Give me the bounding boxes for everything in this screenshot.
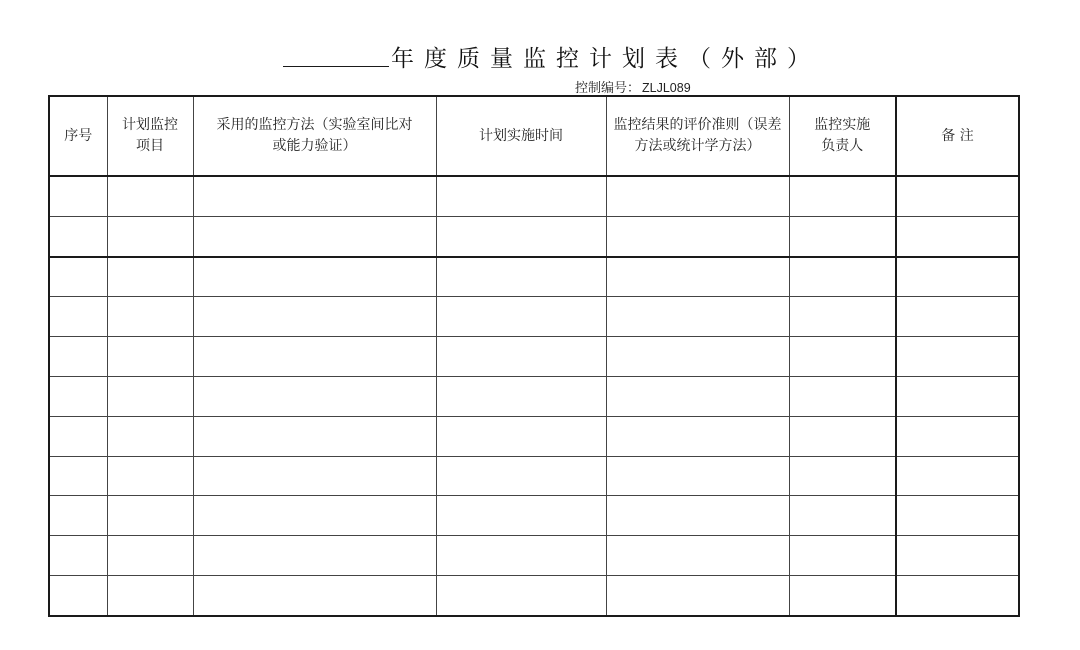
cell-responsible-person[interactable] xyxy=(789,536,896,576)
cell-monitoring-method[interactable] xyxy=(193,496,436,536)
cell-serial-number[interactable] xyxy=(49,456,107,496)
cell-monitoring-method[interactable] xyxy=(193,297,436,337)
cell-serial-number[interactable] xyxy=(49,216,107,256)
cell-evaluation-criteria[interactable] xyxy=(606,216,789,256)
header-serial-number: 序号 xyxy=(49,96,107,176)
cell-monitoring-item[interactable] xyxy=(107,216,193,256)
cell-implementation-time[interactable] xyxy=(436,216,606,256)
cell-remarks[interactable] xyxy=(896,456,1019,496)
cell-remarks[interactable] xyxy=(896,337,1019,377)
cell-remarks[interactable] xyxy=(896,536,1019,576)
header-monitoring-item: 计划监控项目 xyxy=(107,96,193,176)
cell-responsible-person[interactable] xyxy=(789,337,896,377)
cell-serial-number[interactable] xyxy=(49,376,107,416)
cell-monitoring-method[interactable] xyxy=(193,456,436,496)
cell-remarks[interactable] xyxy=(896,376,1019,416)
cell-remarks[interactable] xyxy=(896,575,1019,615)
cell-responsible-person[interactable] xyxy=(789,257,896,297)
cell-evaluation-criteria[interactable] xyxy=(606,337,789,377)
cell-remarks[interactable] xyxy=(896,416,1019,456)
cell-evaluation-criteria[interactable] xyxy=(606,297,789,337)
cell-monitoring-item[interactable] xyxy=(107,575,193,615)
table-row xyxy=(49,496,1019,536)
header-responsible-person: 监控实施负责人 xyxy=(789,96,896,176)
cell-responsible-person[interactable] xyxy=(789,416,896,456)
cell-evaluation-criteria[interactable] xyxy=(606,456,789,496)
cell-responsible-person[interactable] xyxy=(789,575,896,615)
cell-remarks[interactable] xyxy=(896,496,1019,536)
cell-monitoring-item[interactable] xyxy=(107,257,193,297)
cell-serial-number[interactable] xyxy=(49,297,107,337)
cell-implementation-time[interactable] xyxy=(436,176,606,216)
cell-monitoring-item[interactable] xyxy=(107,496,193,536)
cell-implementation-time[interactable] xyxy=(436,575,606,615)
cell-monitoring-method[interactable] xyxy=(193,575,436,615)
cell-serial-number[interactable] xyxy=(49,416,107,456)
cell-monitoring-method[interactable] xyxy=(193,176,436,216)
cell-monitoring-item[interactable] xyxy=(107,456,193,496)
header-evaluation-criteria: 监控结果的评价准则（误差方法或统计学方法） xyxy=(606,96,789,176)
cell-evaluation-criteria[interactable] xyxy=(606,376,789,416)
cell-monitoring-method[interactable] xyxy=(193,416,436,456)
table-row xyxy=(49,297,1019,337)
cell-implementation-time[interactable] xyxy=(436,536,606,576)
cell-responsible-person[interactable] xyxy=(789,496,896,536)
cell-implementation-time[interactable] xyxy=(436,337,606,377)
cell-monitoring-item[interactable] xyxy=(107,536,193,576)
cell-responsible-person[interactable] xyxy=(789,176,896,216)
cell-implementation-time[interactable] xyxy=(436,257,606,297)
monitoring-plan-table xyxy=(48,95,1020,617)
table-header-row xyxy=(49,96,1019,176)
cell-evaluation-criteria[interactable] xyxy=(606,496,789,536)
header-remarks: 备 注 xyxy=(896,96,1019,176)
cell-monitoring-item[interactable] xyxy=(107,176,193,216)
table-row xyxy=(49,337,1019,377)
cell-evaluation-criteria[interactable] xyxy=(606,536,789,576)
table-row xyxy=(49,257,1019,297)
cell-monitoring-item[interactable] xyxy=(107,297,193,337)
cell-monitoring-item[interactable] xyxy=(107,376,193,416)
cell-monitoring-item[interactable] xyxy=(107,337,193,377)
cell-implementation-time[interactable] xyxy=(436,456,606,496)
cell-responsible-person[interactable] xyxy=(789,376,896,416)
table-row xyxy=(49,416,1019,456)
cell-remarks[interactable] xyxy=(896,257,1019,297)
form-title-row xyxy=(0,38,1080,74)
cell-implementation-time[interactable] xyxy=(436,376,606,416)
cell-responsible-person[interactable] xyxy=(789,216,896,256)
cell-implementation-time[interactable] xyxy=(436,416,606,456)
cell-monitoring-method[interactable] xyxy=(193,337,436,377)
cell-serial-number[interactable] xyxy=(49,496,107,536)
header-monitoring-method: 采用的监控方法（实验室间比对或能力验证） xyxy=(193,96,436,176)
table-row xyxy=(49,536,1019,576)
control-number-value: ZLJL089 xyxy=(642,81,691,95)
table-row xyxy=(49,456,1019,496)
cell-responsible-person[interactable] xyxy=(789,456,896,496)
table-row xyxy=(49,216,1019,256)
control-number xyxy=(575,77,691,96)
cell-remarks[interactable] xyxy=(896,216,1019,256)
cell-evaluation-criteria[interactable] xyxy=(606,575,789,615)
cell-responsible-person[interactable] xyxy=(789,297,896,337)
cell-serial-number[interactable] xyxy=(49,257,107,297)
cell-serial-number[interactable] xyxy=(49,536,107,576)
cell-implementation-time[interactable] xyxy=(436,496,606,536)
cell-serial-number[interactable] xyxy=(49,176,107,216)
form-title: 年度质量监控计划表（外部） xyxy=(391,46,820,72)
cell-monitoring-method[interactable] xyxy=(193,536,436,576)
cell-monitoring-method[interactable] xyxy=(193,376,436,416)
cell-serial-number[interactable] xyxy=(49,337,107,377)
cell-monitoring-method[interactable] xyxy=(193,216,436,256)
cell-implementation-time[interactable] xyxy=(436,297,606,337)
header-implementation-time: 计划实施时间 xyxy=(436,96,606,176)
cell-evaluation-criteria[interactable] xyxy=(606,416,789,456)
table-row xyxy=(49,575,1019,615)
cell-monitoring-item[interactable] xyxy=(107,416,193,456)
cell-evaluation-criteria[interactable] xyxy=(606,176,789,216)
year-fill-in-blank[interactable] xyxy=(283,66,389,67)
cell-monitoring-method[interactable] xyxy=(193,257,436,297)
table-row xyxy=(49,376,1019,416)
control-number-label: 控制编号： xyxy=(575,81,641,96)
cell-remarks[interactable] xyxy=(896,297,1019,337)
cell-remarks[interactable] xyxy=(896,176,1019,216)
table-row xyxy=(49,176,1019,216)
cell-serial-number[interactable] xyxy=(49,575,107,615)
cell-evaluation-criteria[interactable] xyxy=(606,257,789,297)
